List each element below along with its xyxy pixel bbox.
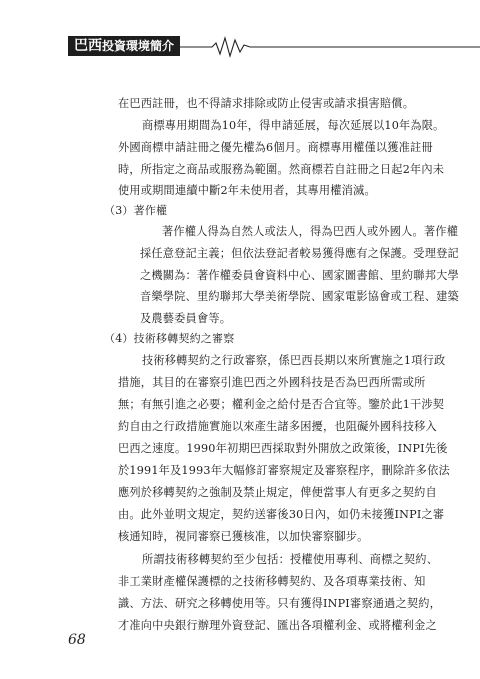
header-title-subject: 投資環境簡介 [102,39,175,53]
text-line: 識、方法、研究之移轉使用等。只有獲得INPI審察通過之契約， [118,597,442,610]
header-title-country: 巴西 [74,38,102,54]
text-line: 外國商標申請註冊之優先權為6個月。商標專用權僅以獲准註冊 [118,141,433,154]
text-line: 由。此外並明文規定，契約送審後30日內，如仍未接獲INPI之審 [118,508,445,521]
text-line: 時，所指定之商品或服務為範圍。然商標若自註冊之日起2年內未 [118,163,445,176]
text-line: 於1991年及1993年大幅修訂審察規定及審察程序，刪除許多依法 [118,464,450,477]
text-line: 無；有無引進之必要；權利金之給付是否合宜等。鑒於此1干涉契 [118,398,445,411]
text-line: 應列於移轉契約之強制及禁止規定，俾便當事人有更多之契約自 [118,486,437,499]
text-line: 非工業財產權保護標的之技術移轉契約、及各項專業技術、知 [118,575,426,588]
text-line: 音樂學院、里約聯邦大學美術學院、國家電影協會或工程、建築 [140,290,459,303]
text-line: 措施，其目的在審察引進巴西之外國科技是否為巴西所需或所 [118,376,426,389]
text-line: 核通知時，視同審察已獲核准，以加快審察腳步。 [118,530,369,543]
text-line: 及農藝委員會等。 [140,312,232,325]
page-number: 68 [68,632,86,648]
text-line: 採任意登記主義；但依法登記者較易獲得應有之保護。受理登記 [140,247,459,260]
section-heading-technology-transfer: （4）技術移轉契約之審察 [104,332,235,345]
text-line: 約自由之行政措施實施以來產生諸多困擾，也阻礙外國科技移入 [118,420,437,433]
text-line: 之機關為：著作權委員會資料中心、國家圖書館、里約聯邦大學 [140,269,459,282]
text-line: 商標專用期間為10年，得申請延展，每次延展以10年為限。 [142,119,445,132]
text-line: 在巴西註冊，也不得請求排除或防止侵害或請求損害賠償。 [118,97,415,110]
text-line: 才准向中央銀行辦理外資登記、匯出各項權利金、或將權利金之 [118,619,437,632]
text-line: 技術移轉契約之行政審察，係巴西長期以來所實施之1項行政 [142,354,446,367]
text-line: 所謂技術移轉契約至少包括：授權使用專利、商標之契約、 [142,553,439,566]
text-line: 使用或期間連續中斷2年未使用者，其專用權消滅。 [118,184,376,197]
section-heading-copyright: （3）著作權 [104,204,168,217]
text-line: 巴西之速度。1990年初期巴西採取對外開放之政策後，INPI先後 [118,442,448,455]
text-line: 著作權人得為自然人或法人，得為巴西人或外國人。著作權 [162,225,459,238]
